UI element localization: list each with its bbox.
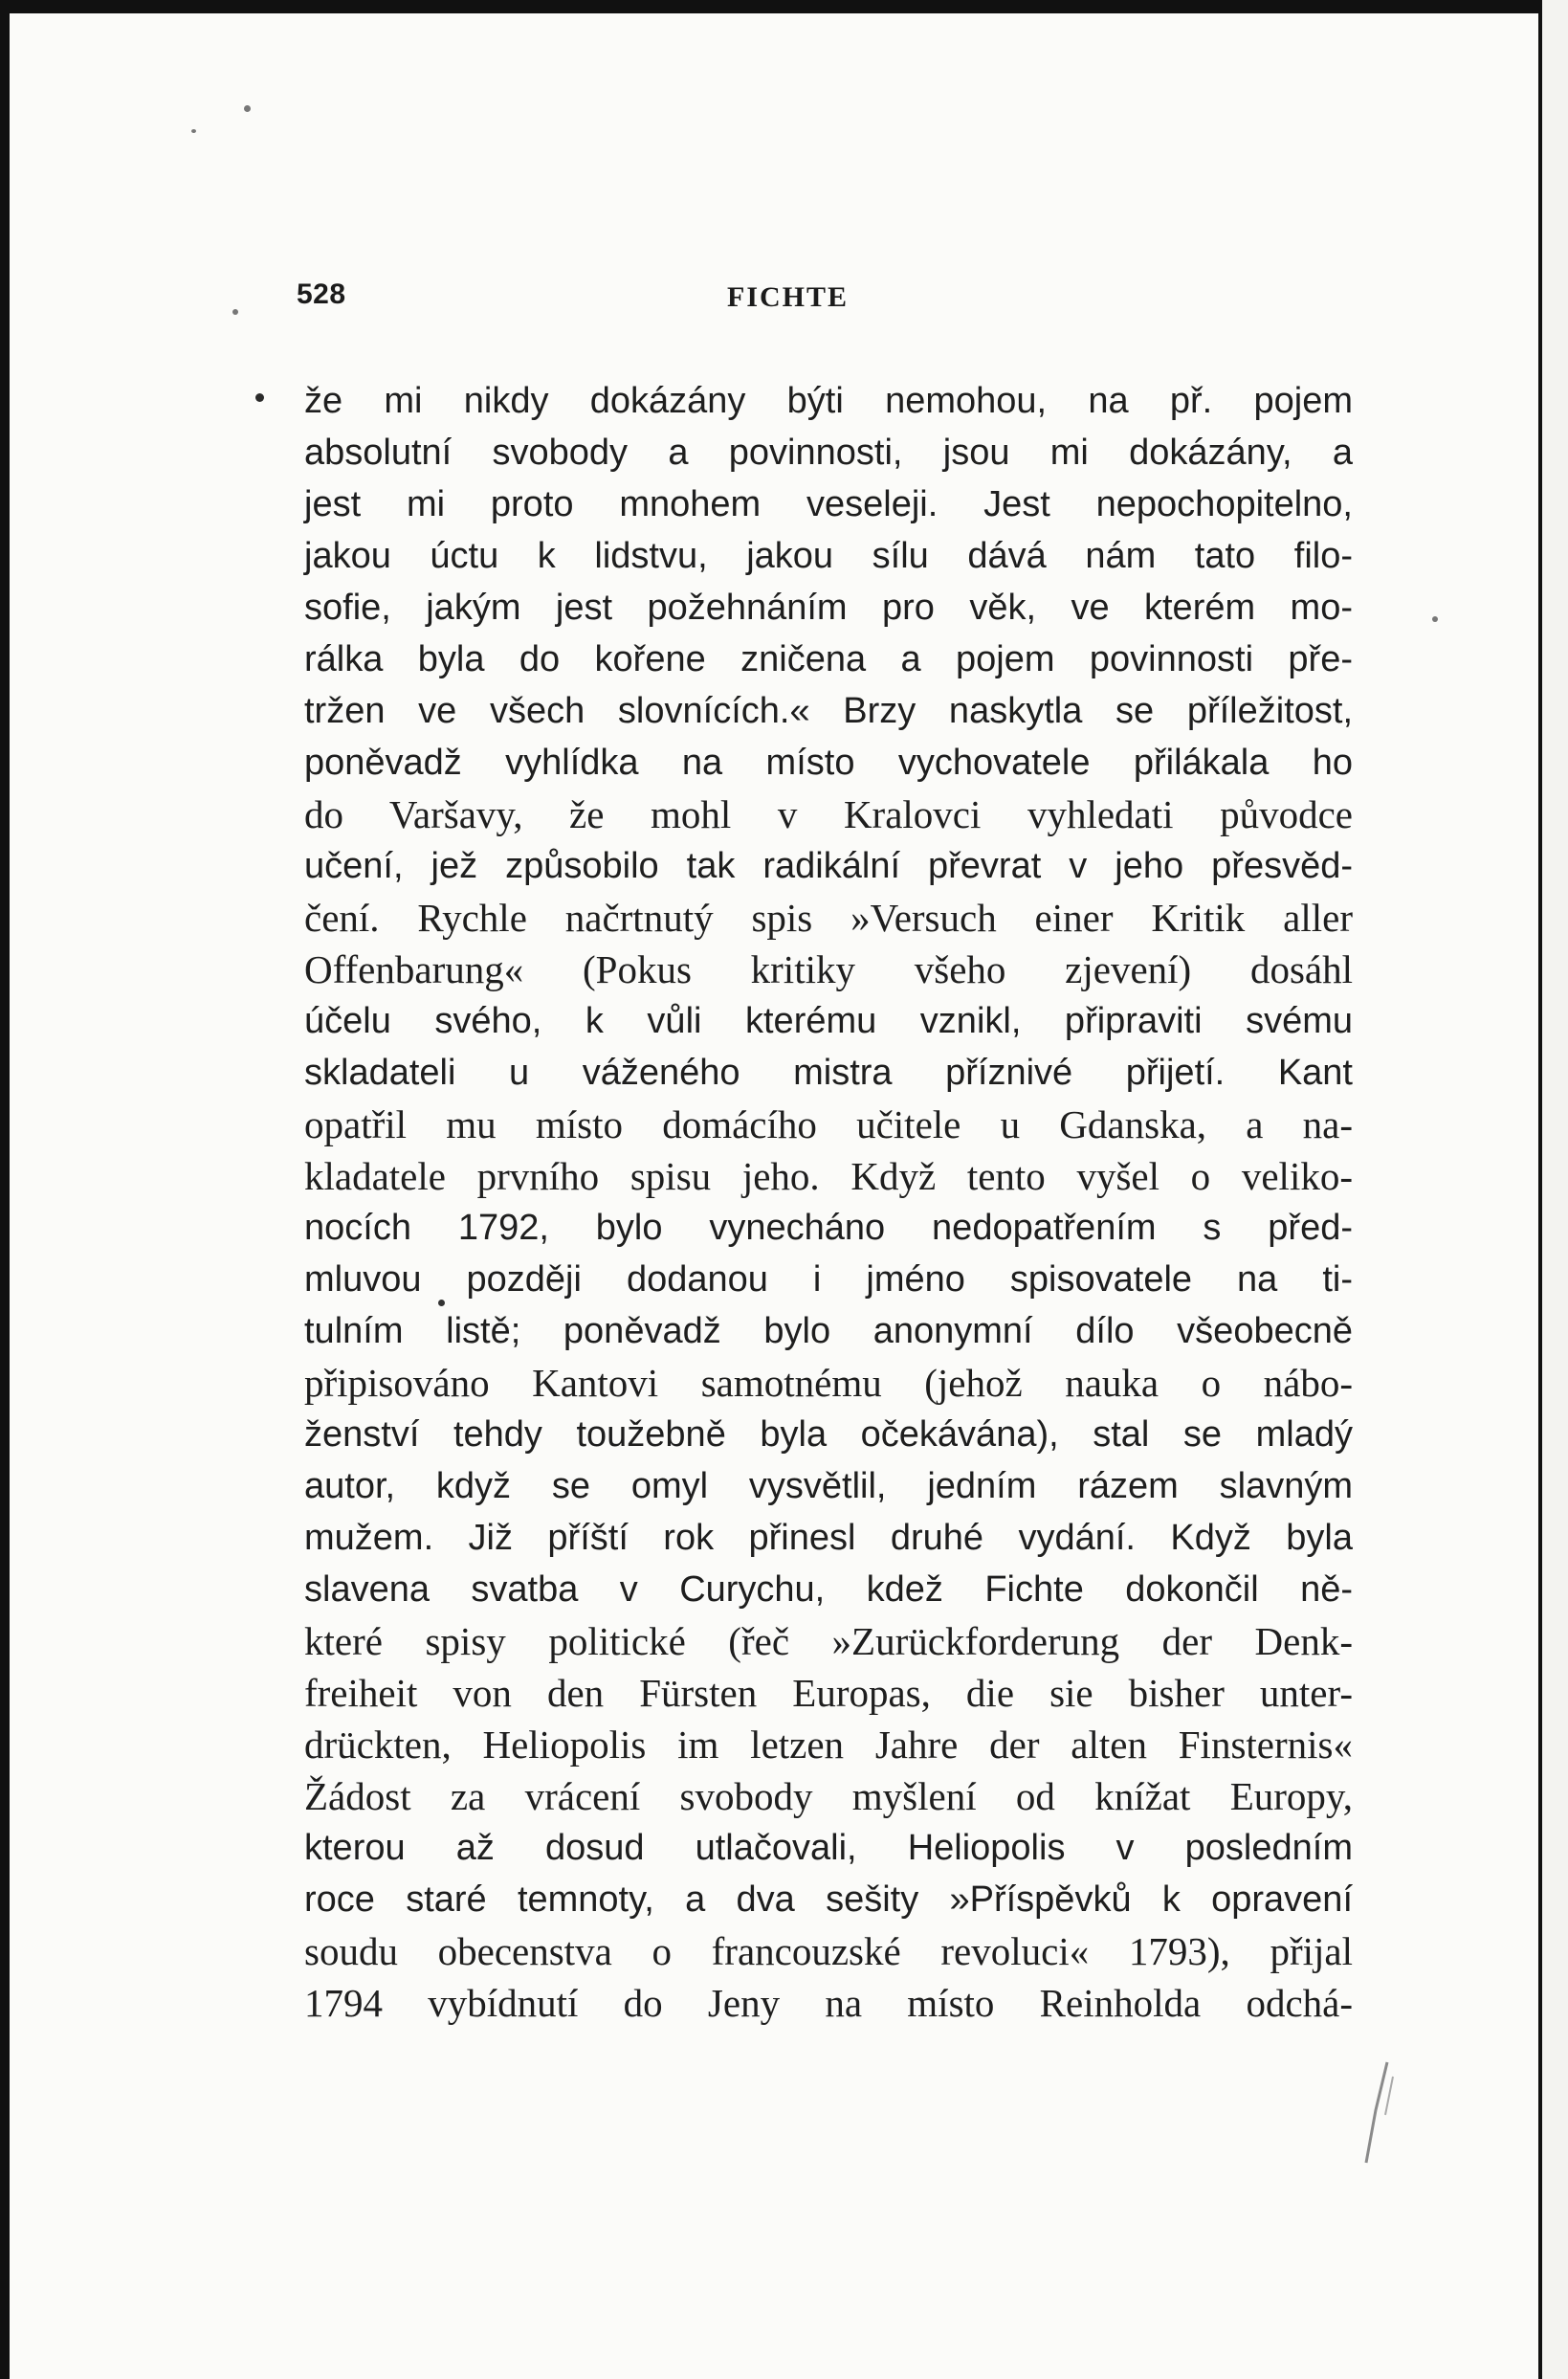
text-line: autor, když se omyl vysvětlil, jedním rázem slavným xyxy=(304,1466,1353,1506)
text-line: drückten, Heliopolis im letzen Jahre der alten Finsternis« xyxy=(304,1723,1353,1767)
text-line: čení. Rychle načrtnutý spis »Versuch einer Kritik aller xyxy=(304,896,1353,940)
text-line: opatřil mu místo domácího učitele u Gdanska, a na- xyxy=(304,1102,1353,1146)
text-line: do Varšavy, že mohl v Kralovci vyhledati původce xyxy=(304,792,1353,836)
text-line: jakou úctu k lidstvu, jakou sílu dává nám tato filo- xyxy=(304,536,1353,576)
text-line: absolutní svobody a povinnosti, jsou mi dokázány, a xyxy=(304,433,1353,473)
text-line: kterou až dosud utlačovali, Heliopolis v posledním xyxy=(304,1828,1353,1868)
running-title: FICHTE xyxy=(727,281,850,313)
text-line: soudu obecenstva o francouzské revoluci« 1793), přijal xyxy=(304,1929,1353,1973)
body-text xyxy=(304,375,1353,2029)
text-line: tulním listě; poněvadž bylo anonymní dílo všeobecně xyxy=(304,1311,1353,1351)
text-line: Offenbarung« (Pokus kritiky všeho zjevení) dosáhl xyxy=(304,947,1353,991)
scan-speck xyxy=(1432,616,1438,622)
text-line: 1794 vybídnutí do Jeny na místo Reinholda odchá- xyxy=(304,1981,1353,2025)
scan-right-margin xyxy=(1538,0,1568,2379)
text-line: Žádost za vrácení svobody myšlení od knížat Europy, xyxy=(304,1774,1353,1818)
margin-bullet xyxy=(255,393,264,402)
text-line: mluvou později dodanou i jméno spisovatele na ti- xyxy=(304,1259,1353,1300)
text-line: freiheit von den Fürsten Europas, die sie bisher unter- xyxy=(304,1671,1353,1715)
scan-speck xyxy=(244,105,251,112)
text-line: slavena svatba v Curychu, kdež Fichte dokončil ně- xyxy=(304,1569,1353,1610)
pencil-mark xyxy=(1349,2057,1406,2172)
text-line: účelu svého, k vůli kterému vznikl, připraviti svému xyxy=(304,1001,1353,1041)
text-line: jest mi proto mnohem veseleji. Jest nepochopitelno, xyxy=(304,484,1353,524)
scan-left-edge xyxy=(0,0,10,2379)
text-line: že mi nikdy dokázány býti nemohou, na př. pojem xyxy=(304,381,1353,421)
text-line: sofie, jakým jest požehnáním pro věk, ve kterém mo- xyxy=(304,588,1353,628)
text-line: které spisy politické (řeč »Zurückforderung der Denk- xyxy=(304,1619,1353,1663)
text-line: tržen ve všech slovnících.« Brzy naskytla se příležitost, xyxy=(304,691,1353,731)
text-line: roce staré temnoty, a dva sešity »Příspěvků k opravení xyxy=(304,1879,1353,1920)
scan-speck xyxy=(232,309,238,315)
text-line: skladateli u váženého mistra příznivé přijetí. Kant xyxy=(304,1053,1353,1093)
text-line: připisováno Kantovi samotnému (jehož nauka o nábo- xyxy=(304,1361,1353,1405)
text-line: učení, jež způsobilo tak radikální převrat v jeho přesvěd- xyxy=(304,846,1353,886)
scan-top-edge xyxy=(0,0,1568,13)
page-number: 528 xyxy=(297,278,346,310)
text-line: rálka byla do kořene zničena a pojem povinnosti pře- xyxy=(304,639,1353,679)
scan-speck xyxy=(191,129,196,133)
text-line: ženství tehdy toužebně byla očekávána), stal se mladý xyxy=(304,1414,1353,1455)
text-line: nocích 1792, bylo vynecháno nedopatřením s před- xyxy=(304,1208,1353,1248)
text-line: poněvadž vyhlídka na místo vychovatele přilákala ho xyxy=(304,743,1353,783)
text-line: mužem. Již příští rok přinesl druhé vydání. Když byla xyxy=(304,1518,1353,1558)
text-line: kladatele prvního spisu jeho. Když tento vyšel o veliko- xyxy=(304,1154,1353,1198)
